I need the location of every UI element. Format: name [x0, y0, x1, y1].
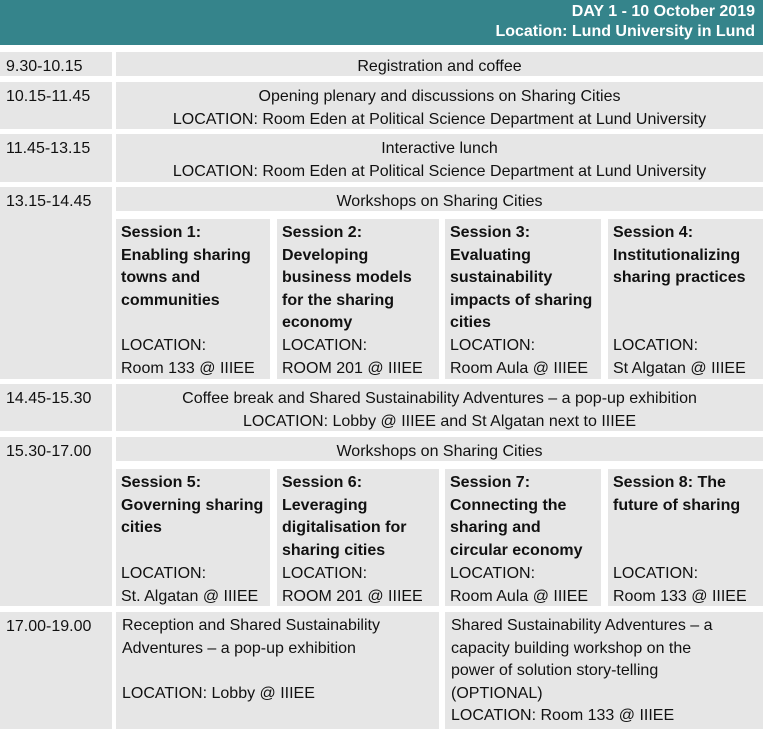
agenda-item-registration	[116, 52, 763, 76]
agenda-item-location: LOCATION: Room Eden at Political Science Department at Lund University	[172, 162, 707, 180]
time-cell: 10.15-11.45	[0, 82, 112, 129]
day-location: Location: Lund University in Lund	[495, 23, 755, 40]
time-cell: 13.15-14.45	[0, 187, 112, 379]
agenda-item-opening-plenary	[116, 82, 763, 129]
session-title: Session 5: Governing sharing cities	[121, 474, 264, 537]
session-location: LOCATION: St Algatan @ IIIEE	[613, 337, 746, 377]
session-card-8	[608, 469, 763, 606]
session-card-6	[277, 469, 439, 606]
session-location: LOCATION: ROOM 201 @ IIIEE	[282, 337, 423, 377]
agenda-item-title: Interactive lunch	[381, 140, 498, 157]
time-cell: 9.30-10.15	[0, 52, 112, 76]
day-header	[0, 0, 763, 45]
session-title: Session 4: Institutionalizing sharing practices	[613, 224, 746, 287]
agenda-item-capacity-workshop: Shared Sustainability Adventures – a capacity building workshop on the power of solution story-telling (OPTIONAL) LOCATION: Room 133 @ IIIEE	[445, 612, 763, 729]
agenda-item-title: Opening plenary and discussions on Sharing Cities	[258, 88, 621, 105]
session-card-7	[445, 469, 601, 606]
session-card-1	[116, 219, 270, 379]
session-title: Session 7: Connecting the sharing and circular economy	[450, 474, 583, 559]
session-location: LOCATION: Room Aula @ IIIEE	[450, 565, 589, 605]
agenda-item-lunch	[116, 134, 763, 182]
session-title: Session 3: Evaluating sustainability impacts of sharing cities	[450, 224, 593, 332]
session-location: LOCATION: St. Algatan @ IIIEE	[121, 565, 259, 605]
workshops-title: Workshops on Sharing Cities	[336, 193, 543, 210]
session-location: LOCATION: Room 133 @ IIIEE	[121, 337, 255, 377]
session-card-2	[277, 219, 439, 379]
session-title: Session 8: The future of sharing	[613, 474, 741, 514]
session-card-4	[608, 219, 763, 379]
session-card-3	[445, 219, 601, 379]
day-title: DAY 1 - 10 October 2019	[571, 3, 755, 20]
workshops-title: Workshops on Sharing Cities	[336, 443, 543, 460]
session-location: LOCATION: Room 133 @ IIIEE	[613, 565, 747, 605]
time-cell: 15.30-17.00	[0, 437, 112, 606]
workshops-heading	[116, 437, 763, 461]
agenda-item-title: Coffee break and Shared Sustainability Adventures – a pop-up exhibition	[182, 390, 697, 407]
agenda-item-coffee-break	[116, 384, 763, 431]
session-title: Session 6: Leveraging digitalisation for sharing cities	[282, 474, 407, 559]
agenda-item-title: Registration and coffee	[357, 58, 522, 75]
session-location: LOCATION: Room Aula @ IIIEE	[450, 337, 589, 377]
time-cell: 17.00-19.00	[0, 612, 112, 729]
agenda-item-location: LOCATION: Room Eden at Political Science Department at Lund University	[172, 110, 707, 128]
session-title: Session 1: Enabling sharing towns and communities	[121, 224, 251, 309]
time-cell: 11.45-13.15	[0, 134, 112, 182]
session-title: Session 2: Developing business models for the sharing economy	[282, 224, 412, 332]
workshops-heading	[116, 187, 763, 211]
time-cell: 14.45-15.30	[0, 384, 112, 431]
agenda-item-location: LOCATION: Lobby @ IIIEE and St Algatan next to IIIEE	[242, 412, 637, 430]
session-card-5	[116, 469, 270, 606]
session-location: LOCATION: ROOM 201 @ IIIEE	[282, 565, 423, 605]
agenda-item-reception: Reception and Shared Sustainability Adventures – a pop-up exhibition LOCATION: Lobby @ IIIEE	[116, 612, 439, 729]
